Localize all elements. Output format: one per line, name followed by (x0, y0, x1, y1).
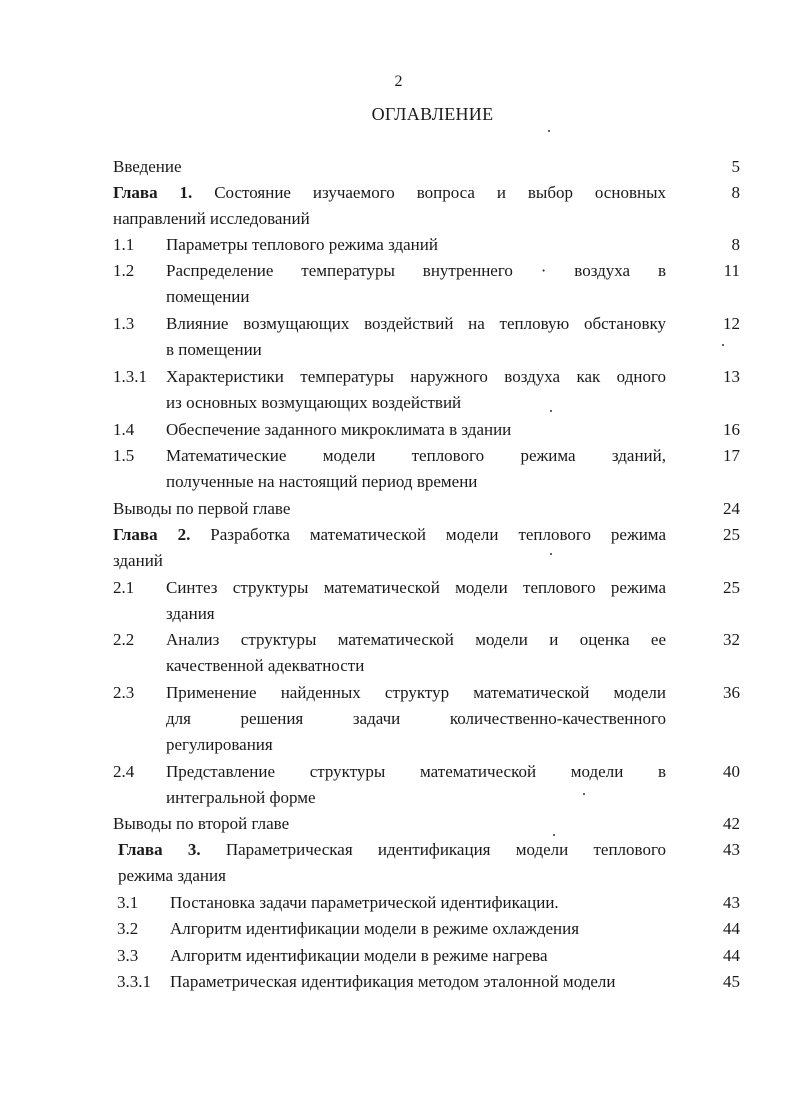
scan-speck (583, 793, 585, 795)
entry-text: Введение (113, 157, 182, 176)
toc-section-2-2-cont (0, 653, 797, 679)
section-title: Алгоритм идентификации модели в режиме нагрева (170, 946, 548, 965)
entry-page: 40 (723, 762, 740, 781)
section-number: 3.1 (117, 893, 139, 912)
section-number: 1.1 (113, 235, 135, 254)
section-title-cont: в помещении (166, 340, 262, 359)
toc-section-1-1[interactable] (0, 232, 797, 258)
section-title-cont: регулирования (166, 735, 273, 754)
toc-section-2-4-cont (0, 785, 797, 811)
section-number: 2.2 (113, 630, 135, 649)
chapter-title: Параметрическая идентификация модели теплового (225, 840, 666, 859)
toc-section-1-2-cont (0, 284, 797, 310)
entry-text: Выводы по второй главе (113, 814, 290, 833)
section-number: 1.5 (113, 446, 135, 465)
section-title-cont: качественной адекватности (166, 656, 365, 675)
toc-section-3-2[interactable] (0, 916, 797, 942)
section-number: 1.2 (113, 261, 135, 280)
toc-section-1-5[interactable] (0, 443, 797, 469)
toc-chapter-2-cont (0, 548, 797, 574)
section-title-cont: помещении (166, 287, 250, 306)
toc-section-1-3-1[interactable] (0, 364, 797, 390)
entry-page: 43 (723, 840, 740, 859)
section-number: 1.4 (113, 420, 135, 439)
chapter-title-cont: режима здания (118, 866, 226, 885)
section-title: Представление структуры математической модели в (166, 762, 666, 781)
section-title: Применение найденных структур математической модели (166, 683, 666, 702)
entry-text: Выводы по первой главе (113, 499, 291, 518)
toc-entry-intro[interactable] (0, 154, 797, 180)
toc-section-1-3[interactable] (0, 311, 797, 337)
scan-speck (550, 553, 552, 555)
chapter-title: Разработка математической модели теплового режима (210, 525, 666, 544)
scan-speck (550, 410, 552, 412)
section-title: Обеспечение заданного микроклимата в здании (166, 420, 512, 439)
section-number: 1.3 (113, 314, 135, 333)
entry-page: 24 (723, 499, 740, 518)
page-number: 2 (394, 73, 403, 90)
toc-conclusions-1[interactable] (0, 496, 797, 522)
toc-section-1-5-cont (0, 469, 797, 495)
toc-section-3-1[interactable] (0, 890, 797, 916)
section-title-cont: интегральной форме (166, 788, 316, 807)
section-number: 3.2 (117, 919, 139, 938)
section-number: 3.3 (117, 946, 139, 965)
chapter-title-cont: направлений исследований (113, 209, 310, 228)
toc-section-1-2[interactable] (0, 258, 797, 284)
toc-chapter-3[interactable] (0, 837, 797, 863)
entry-page: 43 (723, 893, 740, 912)
toc-section-2-2[interactable] (0, 627, 797, 653)
section-title-cont: из основных возмущающих воздействий (166, 393, 462, 412)
section-title-cont: здания (166, 604, 215, 623)
toc-section-3-3-1[interactable] (0, 969, 797, 995)
page-title: ОГЛАВЛЕНИЕ (371, 104, 494, 124)
section-title: Математические модели теплового режима зданий, (166, 446, 666, 465)
entry-page: 13 (723, 367, 740, 386)
toc-section-1-4[interactable] (0, 417, 797, 443)
toc-chapter-3-cont (0, 863, 797, 889)
section-title: Характеристики температуры наружного воздуха как одного (166, 367, 666, 386)
entry-page: 12 (723, 314, 740, 333)
entry-page: 25 (723, 525, 740, 544)
toc-chapter-1-cont (0, 206, 797, 232)
entry-page: 16 (723, 420, 740, 439)
toc-chapter-2[interactable] (0, 522, 797, 548)
entry-page: 11 (723, 261, 740, 280)
chapter-label: Глава 3. (118, 840, 201, 859)
entry-page: 42 (723, 814, 740, 833)
chapter-label: Глава 1. (113, 183, 193, 202)
toc-section-3-3[interactable] (0, 943, 797, 969)
section-title: Распределение температуры внутреннего · воздуха в (166, 261, 666, 280)
toc-section-2-1[interactable] (0, 575, 797, 601)
toc-section-1-3-1-cont (0, 390, 797, 416)
toc-section-1-3-cont (0, 337, 797, 363)
entry-page: 44 (723, 946, 740, 965)
section-number: 1.3.1 (113, 367, 147, 386)
chapter-label: Глава 2. (113, 525, 191, 544)
section-title-cont: полученные на настоящий период времени (166, 472, 478, 491)
scan-speck (722, 344, 724, 346)
section-title-cont: для решения задачи количественно-качественного (166, 709, 666, 728)
entry-page: 36 (723, 683, 740, 702)
toc-conclusions-2[interactable] (0, 811, 797, 837)
section-number: 2.1 (113, 578, 135, 597)
entry-page: 32 (723, 630, 740, 649)
entry-page: 17 (723, 446, 740, 465)
section-title: Синтез структуры математической модели теплового режима (166, 578, 666, 597)
section-number: 2.3 (113, 683, 135, 702)
section-title: Алгоритм идентификации модели в режиме охлаждения (170, 919, 580, 938)
chapter-line-1 (113, 180, 666, 206)
section-number: 2.4 (113, 762, 135, 781)
toc-section-2-1-cont (0, 601, 797, 627)
chapter-title-cont: зданий (113, 551, 163, 570)
section-title: Влияние возмущающих воздействий на тепловую обстановку (166, 314, 666, 333)
chapter-title: Состояние изучаемого вопроса и выбор основных (214, 183, 666, 202)
toc-section-2-4[interactable] (0, 759, 797, 785)
entry-page: 25 (723, 578, 740, 597)
entry-page: 44 (723, 919, 740, 938)
chapter-line-1 (118, 837, 666, 863)
toc-chapter-1[interactable] (0, 180, 797, 206)
section-title: Параметрическая идентификация методом эталонной модели (170, 972, 616, 991)
entry-page: 45 (723, 972, 740, 991)
section-title: Параметры теплового режима зданий (166, 235, 438, 254)
entry-page: 8 (731, 183, 740, 202)
toc-section-2-3-cont (0, 706, 797, 732)
section-title: Постановка задачи параметрической идентификации. (170, 893, 559, 912)
scan-speck (553, 834, 555, 836)
entry-page: 8 (731, 235, 740, 254)
toc-section-2-3[interactable] (0, 680, 797, 706)
scan-speck (548, 130, 550, 132)
chapter-line-1 (113, 522, 666, 548)
section-title: Анализ структуры математической модели и оценка ее (166, 630, 666, 649)
section-number: 3.3.1 (117, 972, 151, 991)
entry-page: 5 (731, 157, 740, 176)
toc-section-2-3-cont2 (0, 732, 797, 758)
